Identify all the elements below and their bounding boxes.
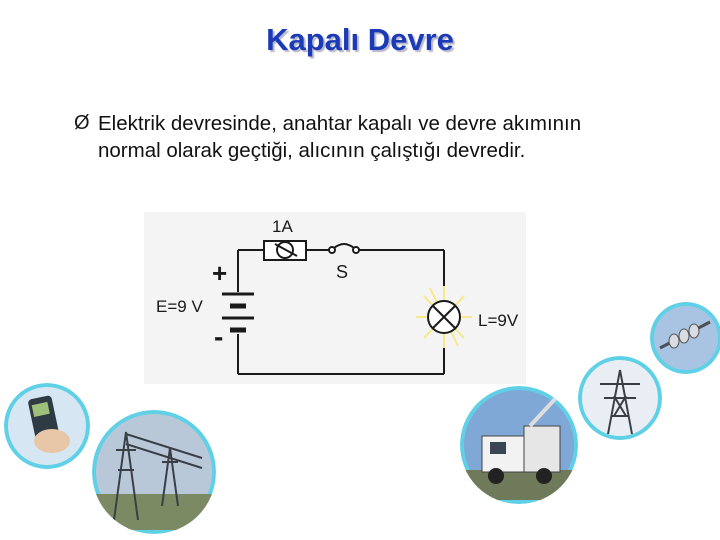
ammeter-label: 1A — [272, 217, 293, 236]
circuit-diagram — [144, 212, 526, 384]
arrow-bullet-icon: Ø — [74, 112, 90, 134]
phone-photo — [4, 383, 90, 469]
source-label: E=9 V — [156, 297, 203, 316]
utility-truck-photo — [460, 386, 578, 504]
ammeter-symbol — [264, 241, 306, 260]
bullet-text — [98, 110, 678, 164]
slide-title: Kapalı Devre — [266, 22, 454, 57]
power-lines-photo — [92, 410, 216, 534]
bullet-line-2: normal olarak geçtiği, alıcının çalıştığı devredir. — [98, 139, 526, 162]
minus-sign: - — [214, 321, 224, 352]
switch-label: S — [336, 262, 349, 282]
lamp-label: L=9V — [478, 311, 519, 330]
plus-sign: + — [212, 258, 228, 288]
insulator-photo — [650, 302, 720, 374]
transmission-tower-photo — [578, 356, 662, 440]
bullet-line-1: Elektrik devresinde, anahtar kapalı ve devre akımının — [98, 112, 582, 135]
